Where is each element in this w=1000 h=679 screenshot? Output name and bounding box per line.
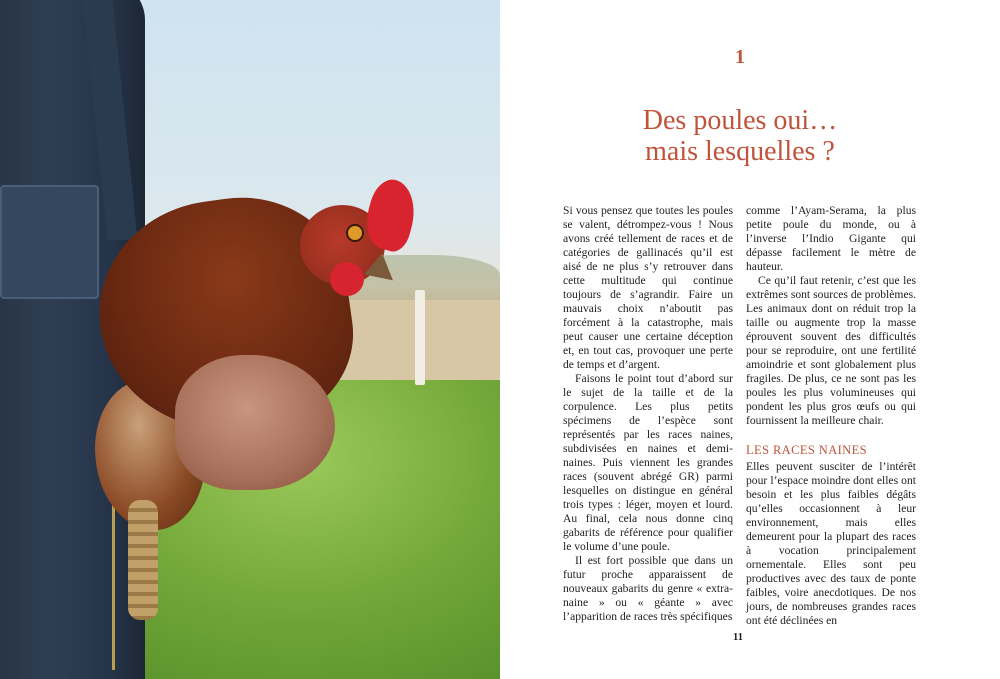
chapter-title (580, 105, 900, 167)
paragraph: Elles peuvent susciter de l’intérêt pour l’espace moindre dont elles ont besoin et les plus faibles dégâts qu’elles occasionnent à leur environnement, mais elles demeurent pour la plupart des races à vocation principalement ornementale. Elles sont peu productives avec des taux de ponte faibles, voire anecdotiques. De nos jours, de nombreuses grandes races ont été déclinées en (746, 460, 916, 627)
farmer-hand (175, 355, 335, 490)
dungarees-pocket (0, 185, 99, 299)
chapter-title-line1: Des poules oui… (642, 105, 838, 136)
text-column-left (563, 204, 733, 624)
paragraph: comme l’Ayam-Serama, la plus petite poule du monde, ou à l’inverse l’Indio Gigante qui dépasse facilement le mètre de hauteur. (746, 204, 916, 273)
paragraph: Ce qu’il faut retenir, c’est que les extrêmes sont sources de problèmes. Les animaux dont on réduit trop la taille ou augmente trop la masse éprouvent souvent des difficultés pour se reproduire, ont une fertilité amoindrie et sont globalement plus fragiles. De plus, ce ne sont pas les poules les plus volumineuses qui pondent les plus gros œufs ou qui fournissent la meilleure chair. (746, 274, 916, 427)
hen-eye (346, 224, 364, 242)
paragraph: Il est fort possible que dans un futur proche apparaissent de nouveaux gabarits du genre « extra-naine » ou « géante » avec l’apparition de races très spécifiques (563, 554, 733, 623)
chapter-title-line2: mais lesquelles ? (645, 136, 835, 167)
chapter-number: 1 (735, 46, 745, 68)
section-subheading: LES RACES NAINES (746, 443, 867, 457)
hen-legs (128, 500, 158, 620)
page-number: 11 (733, 632, 743, 643)
hen-wattle (330, 262, 364, 296)
fence-post (415, 290, 425, 385)
paragraph: Si vous pensez que toutes les poules se valent, détrompez-vous ! Nous avons créé tellement de races et de catégories de gallinacés qu’il est aisé de ne plus s’y retrouver dans cette multitude qui continue toujours de s’agrandir. Faire un mauvais choix n’aboutit pas forcément à la catastrophe, mais peut causer une certaine déception et, en tout cas, provoquer une perte de temps et d’argent. (563, 204, 733, 371)
text-column-right (746, 204, 916, 628)
paragraph: Faisons le point tout d’abord sur le sujet de la taille et de la corpulence. Les plus petits spécimens de l’espèce sont représentés par les races naines, subdivisées en naines et demi-naines. Puis viennent les grandes races (souvent abrégé GR) parmi lesquelles on distingue en général trois types : léger, moyen et lourd. Au final, cela nous donne cinq gabarits de référence pour qualifier le volume d’une poule. (563, 372, 733, 553)
